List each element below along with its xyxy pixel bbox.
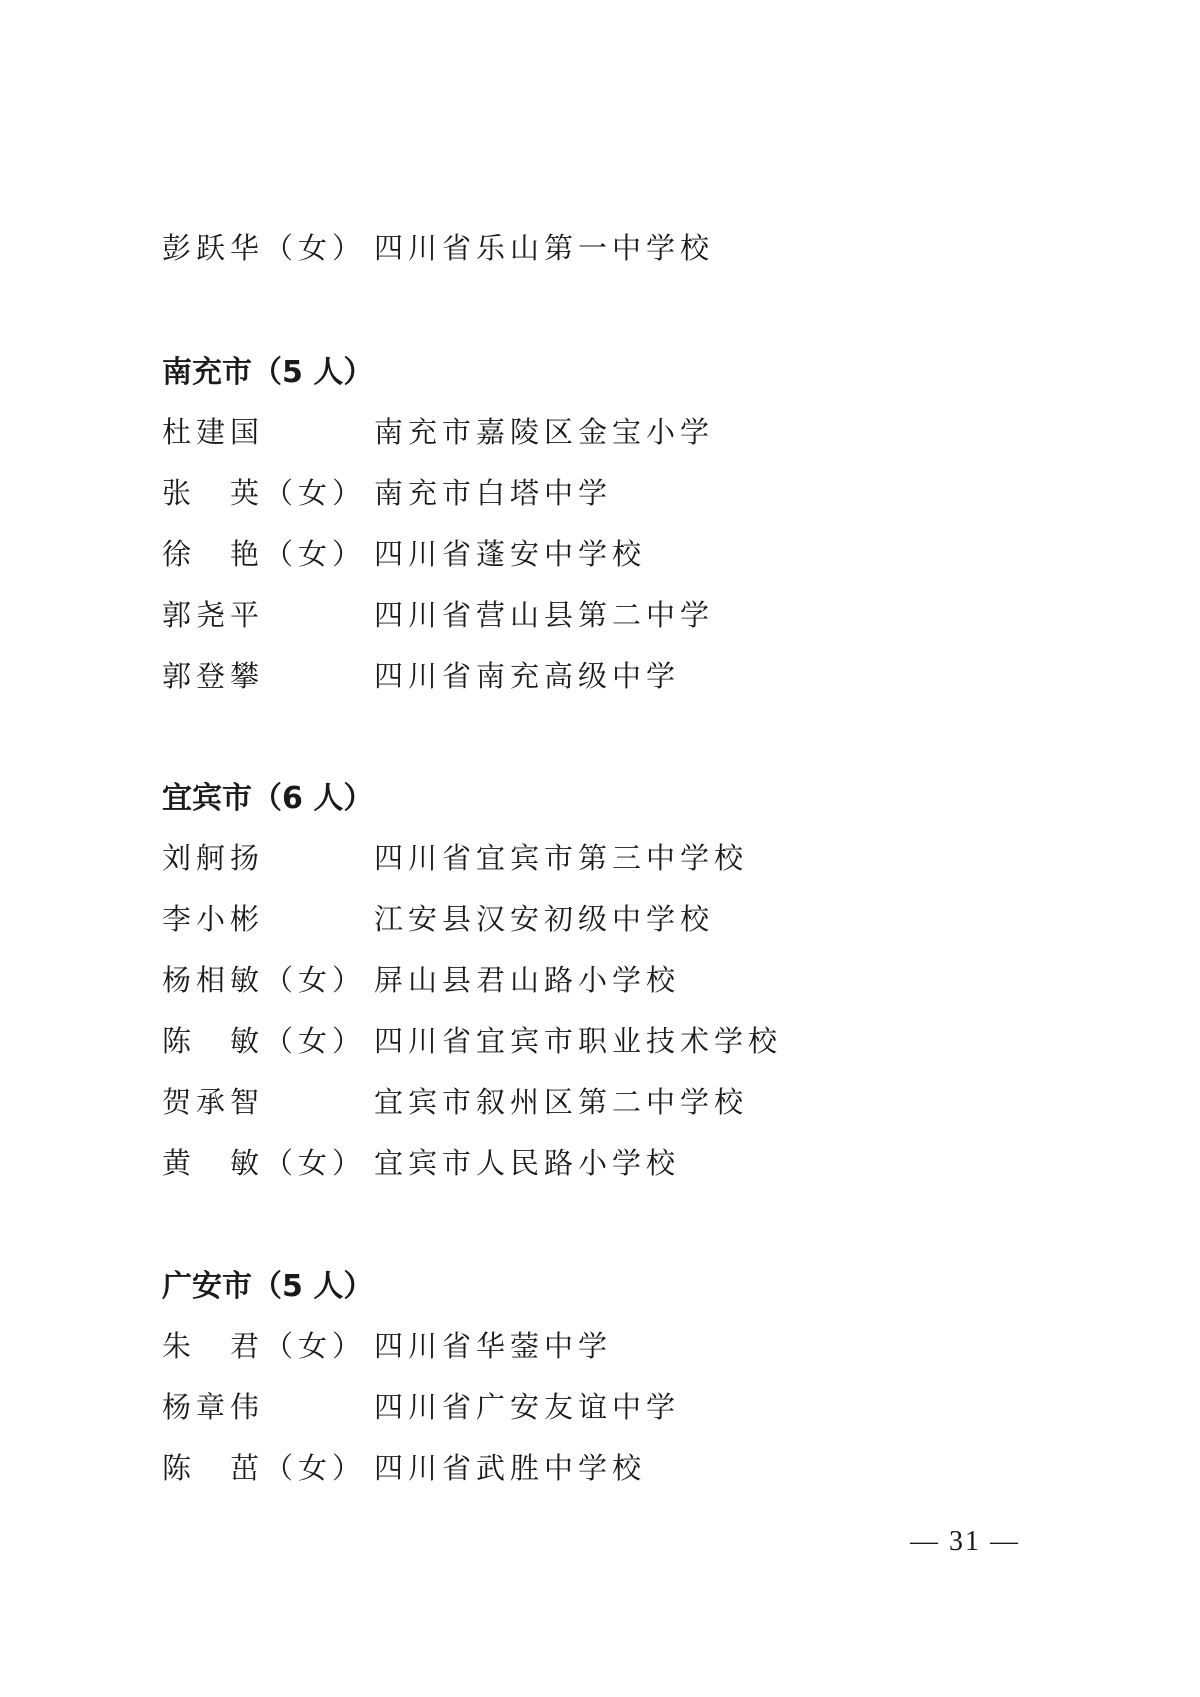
school-name: 四川省宜宾市职业技术学校 — [374, 1024, 783, 1058]
person-name: 徐 艳（女） — [162, 537, 367, 571]
school-name: 四川省乐山第一中学校 — [374, 231, 715, 265]
person-name: 李小彬 — [162, 902, 265, 936]
person-name: 刘舸扬 — [162, 841, 265, 875]
person-name: 贺承智 — [162, 1085, 265, 1119]
person-name: 杨相敏（女） — [162, 963, 367, 997]
page-number: — 31 — — [910, 1526, 1020, 1557]
school-name: 四川省广安友谊中学 — [374, 1390, 681, 1424]
school-name: 四川省营山县第二中学 — [374, 598, 715, 632]
person-name: 朱 君（女） — [162, 1329, 367, 1363]
person-name: 张 英（女） — [162, 476, 367, 510]
person-name: 郭尧平 — [162, 598, 265, 632]
section-heading: 广安市（5 人） — [162, 1269, 374, 1304]
school-name: 宜宾市人民路小学校 — [374, 1146, 681, 1180]
person-name: 郭登攀 — [162, 659, 265, 693]
person-name: 陈 茁（女） — [162, 1451, 367, 1485]
person-name: 黄 敏（女） — [162, 1146, 367, 1180]
school-name: 四川省华蓥中学 — [374, 1329, 613, 1363]
school-name: 屏山县君山路小学校 — [374, 963, 681, 997]
school-name: 四川省蓬安中学校 — [374, 537, 647, 571]
school-name: 江安县汉安初级中学校 — [374, 902, 715, 936]
section-heading: 南充市（5 人） — [162, 355, 374, 390]
school-name: 南充市嘉陵区金宝小学 — [374, 415, 715, 449]
person-name: 彭跃华（女） — [162, 231, 367, 265]
school-name: 四川省武胜中学校 — [374, 1451, 647, 1485]
school-name: 南充市白塔中学 — [374, 476, 613, 510]
school-name: 四川省南充高级中学 — [374, 659, 681, 693]
person-name: 杜建国 — [162, 415, 265, 449]
person-name: 陈 敏（女） — [162, 1024, 367, 1058]
section-heading: 宜宾市（6 人） — [162, 781, 374, 816]
school-name: 宜宾市叙州区第二中学校 — [374, 1085, 749, 1119]
school-name: 四川省宜宾市第三中学校 — [374, 841, 749, 875]
person-name: 杨章伟 — [162, 1390, 265, 1424]
